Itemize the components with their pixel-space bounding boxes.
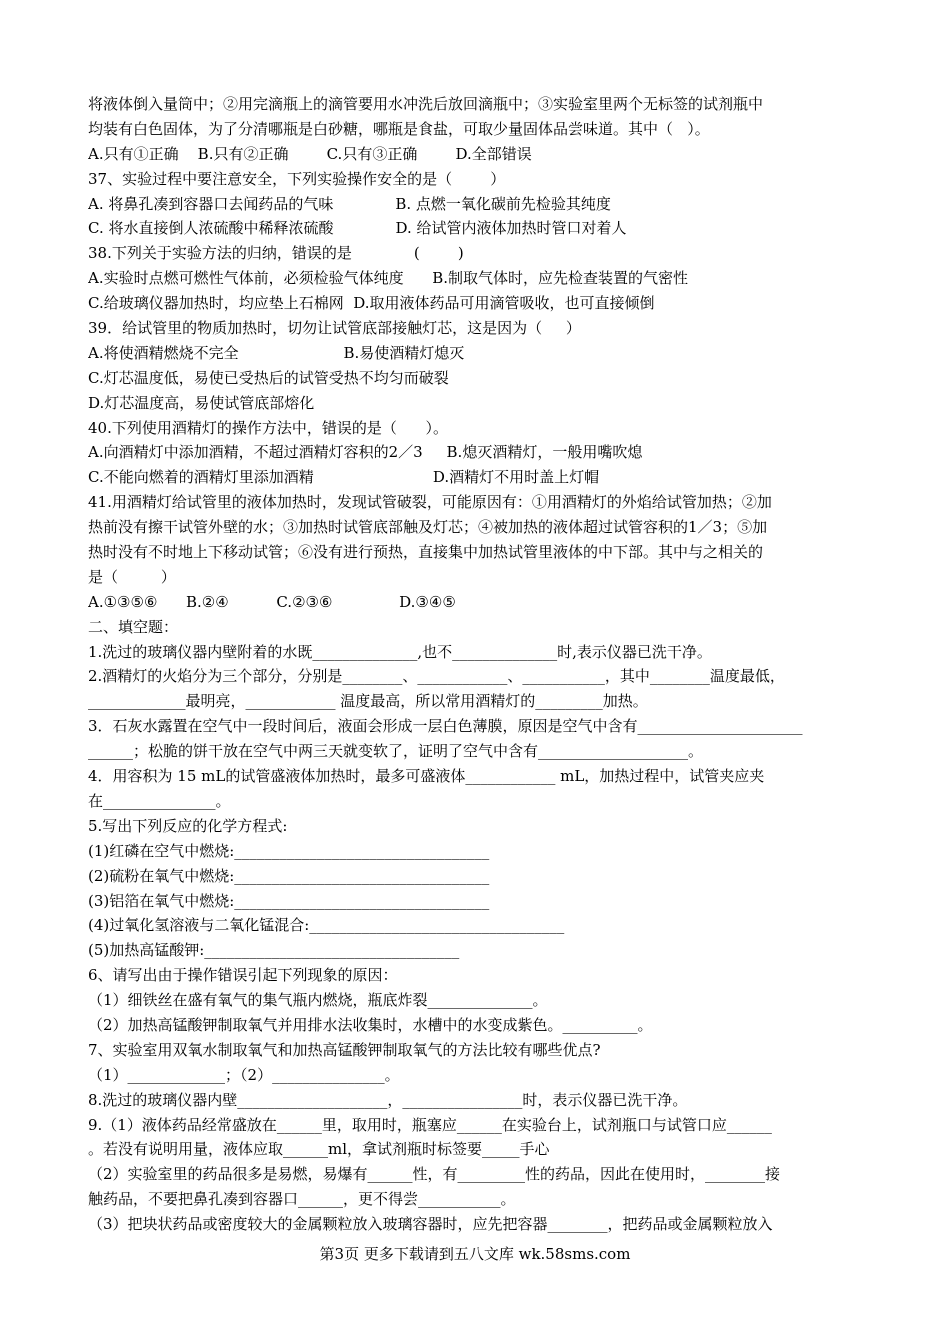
question-37: 37、实验过程中要注意安全，下列实验操作安全的是（ ）: [88, 169, 506, 188]
text-line: 均装有白色固体，为了分清哪瓶是白砂糖，哪瓶是食盐，可取少量固体品尝味道。其中（ ）。: [88, 119, 710, 138]
text-line: 热时没有不时地上下移动试管；⑥没有进行预热，直接集中加热试管里液体的中下部。其中与之相关的: [88, 543, 764, 562]
text-line: （3）把块状药品或密度较大的金属颗粒放入玻璃容器时，应先把容器________，把药品或金属颗粒放入: [88, 1215, 773, 1234]
section-heading: 二、填空题：: [88, 617, 179, 636]
text-line: A.实验时点燃可燃性气体前，必须检验气体纯度 B.制取气体时，应先检查装置的气密性: [88, 269, 689, 288]
text-line: (1)红磷在空气中燃烧:__________________________________: [88, 841, 490, 860]
fill-question-1: 1.洗过的玻璃仪器内壁附着的水既______________,也不______________时,表示仪器已洗干净。: [88, 642, 712, 661]
text-line: C.给玻璃仪器加热时，均应垫上石棉网 D.取用液体药品可用滴管吸收，也可直接倾倒: [88, 294, 655, 313]
text-line: C.灯芯温度低，易使已受热后的试管受热不均匀而破裂: [88, 368, 449, 387]
question-40: 40.下列使用酒精灯的操作方法中，错误的是（ ）。: [88, 418, 448, 437]
question-41: 41.用酒精灯给试管里的液体加热时，发现试管破裂，可能原因有：①用酒精灯的外焰给试管加热；②加: [88, 493, 772, 512]
document-body: [88, 92, 878, 1237]
text-line: 是（ ）: [88, 567, 176, 586]
text-line: 将液体倒入量筒中；②用完滴瓶上的滴管要用水冲洗后放回滴瓶中；③实验室里两个无标签的试剂瓶中: [88, 95, 764, 113]
question-39: 39．给试管里的物质加热时，切勿让试管底部接触灯芯，这是因为（ ）: [88, 319, 581, 338]
text-line: ______；松脆的饼干放在空气中两三天就变软了，证明了空气中含有____________________。: [88, 742, 704, 761]
text-line: A. 将鼻孔凑到容器口去闻药品的气味 B. 点燃一氧化碳前先检验其纯度: [88, 194, 611, 213]
text-line: (4)过氧化氢溶液与二氧化锰混合:__________________________________: [88, 916, 565, 935]
text-line: （2）加热高锰酸钾制取氧气并用排水法收集时，水槽中的水变成紫色。__________。: [88, 1015, 653, 1034]
question-38: 38.下列关于实验方法的归纳，错误的是 ( ): [88, 244, 464, 263]
text-line: （1）细铁丝在盛有氧气的集气瓶内燃烧，瓶底炸裂______________。: [88, 991, 548, 1010]
page-footer: 第3页 更多下载请到五八文库 wk.58sms.com: [319, 1245, 631, 1263]
text-line: (3)铝箔在氧气中燃烧:__________________________________: [88, 891, 490, 910]
text-line: A.将使酒精燃烧不完全 B.易使酒精灯熄灭: [88, 343, 465, 362]
text-line: D.灯芯温度高，易使试管底部熔化: [88, 393, 315, 412]
fill-question-9: 9.（1）液体药品经常盛放在______里，取用时，瓶塞应______在实验台上，试剂瓶口与试管口应______: [88, 1115, 772, 1134]
text-line: 热前没有擦干试管外壁的水；③加热时试管底部触及灯芯；④被加热的液体超过试管容积的1／3；⑤加: [88, 518, 768, 537]
text-line: (5)加热高锰酸钾:__________________________________: [88, 941, 460, 960]
fill-question-5: 5.写出下列反应的化学方程式:: [88, 816, 288, 835]
fill-question-6: 6、请写出由于操作错误引起下列现象的原因：: [88, 966, 398, 985]
text-line: _____________最明亮，____________ 温度最高，所以常用酒精灯的_________加热。: [88, 692, 648, 711]
text-line: （1）_____________；（2）_______________。: [88, 1065, 400, 1084]
text-line: 。若没有说明用量，液体应取______ml，拿试剂瓶时标签要_____手心: [88, 1140, 550, 1159]
text-line: (2)硫粉在氧气中燃烧:__________________________________: [88, 866, 490, 885]
text-line: A.向酒精灯中添加酒精，不超过酒精灯容积的2／3 B.熄灭酒精灯，一般用嘴吹熄: [88, 443, 643, 462]
text-line: C. 将水直接倒人浓硫酸中稀释浓硫酸 D. 给试管内液体加热时管口对着人: [88, 219, 627, 238]
text-line: A.只有①正确 B.只有②正确 C.只有③正确 D.全部错误: [88, 144, 532, 163]
text-line: 在_______________。: [88, 791, 231, 810]
fill-question-2: 2.酒精灯的火焰分为三个部分，分别是________、____________、___________，其中________温度最低，: [88, 667, 785, 686]
text-line: （2）实验室里的药品很多是易燃，易爆有______性，有_________性的药品，因此在使用时，________接: [88, 1165, 781, 1184]
fill-question-8: 8.洗过的玻璃仪器内壁____________________，________________时，表示仪器已洗干净。: [88, 1090, 688, 1109]
text-line: A.①③⑤⑥ B.②④ C.②③⑥ D.③④⑤: [88, 592, 456, 611]
text-line: C.不能向燃着的酒精灯里添加酒精 D.酒精灯不用时盖上灯帽: [88, 468, 600, 487]
fill-question-7: 7、实验室用双氧水制取氧气和加热高锰酸钾制取氧气的方法比较有哪些优点?: [88, 1040, 601, 1059]
fill-question-3: 3．石灰水露置在空气中一段时间后，液面会形成一层白色薄膜，原因是空气中含有______________________: [88, 717, 803, 736]
fill-question-4: 4．用容积为 15 mL的试管盛液体加热时，最多可盛液体____________ mL，加热过程中，试管夹应夹: [88, 767, 765, 786]
text-line: 触药品，不要把鼻孔凑到容器口______，更不得尝___________。: [88, 1190, 516, 1209]
